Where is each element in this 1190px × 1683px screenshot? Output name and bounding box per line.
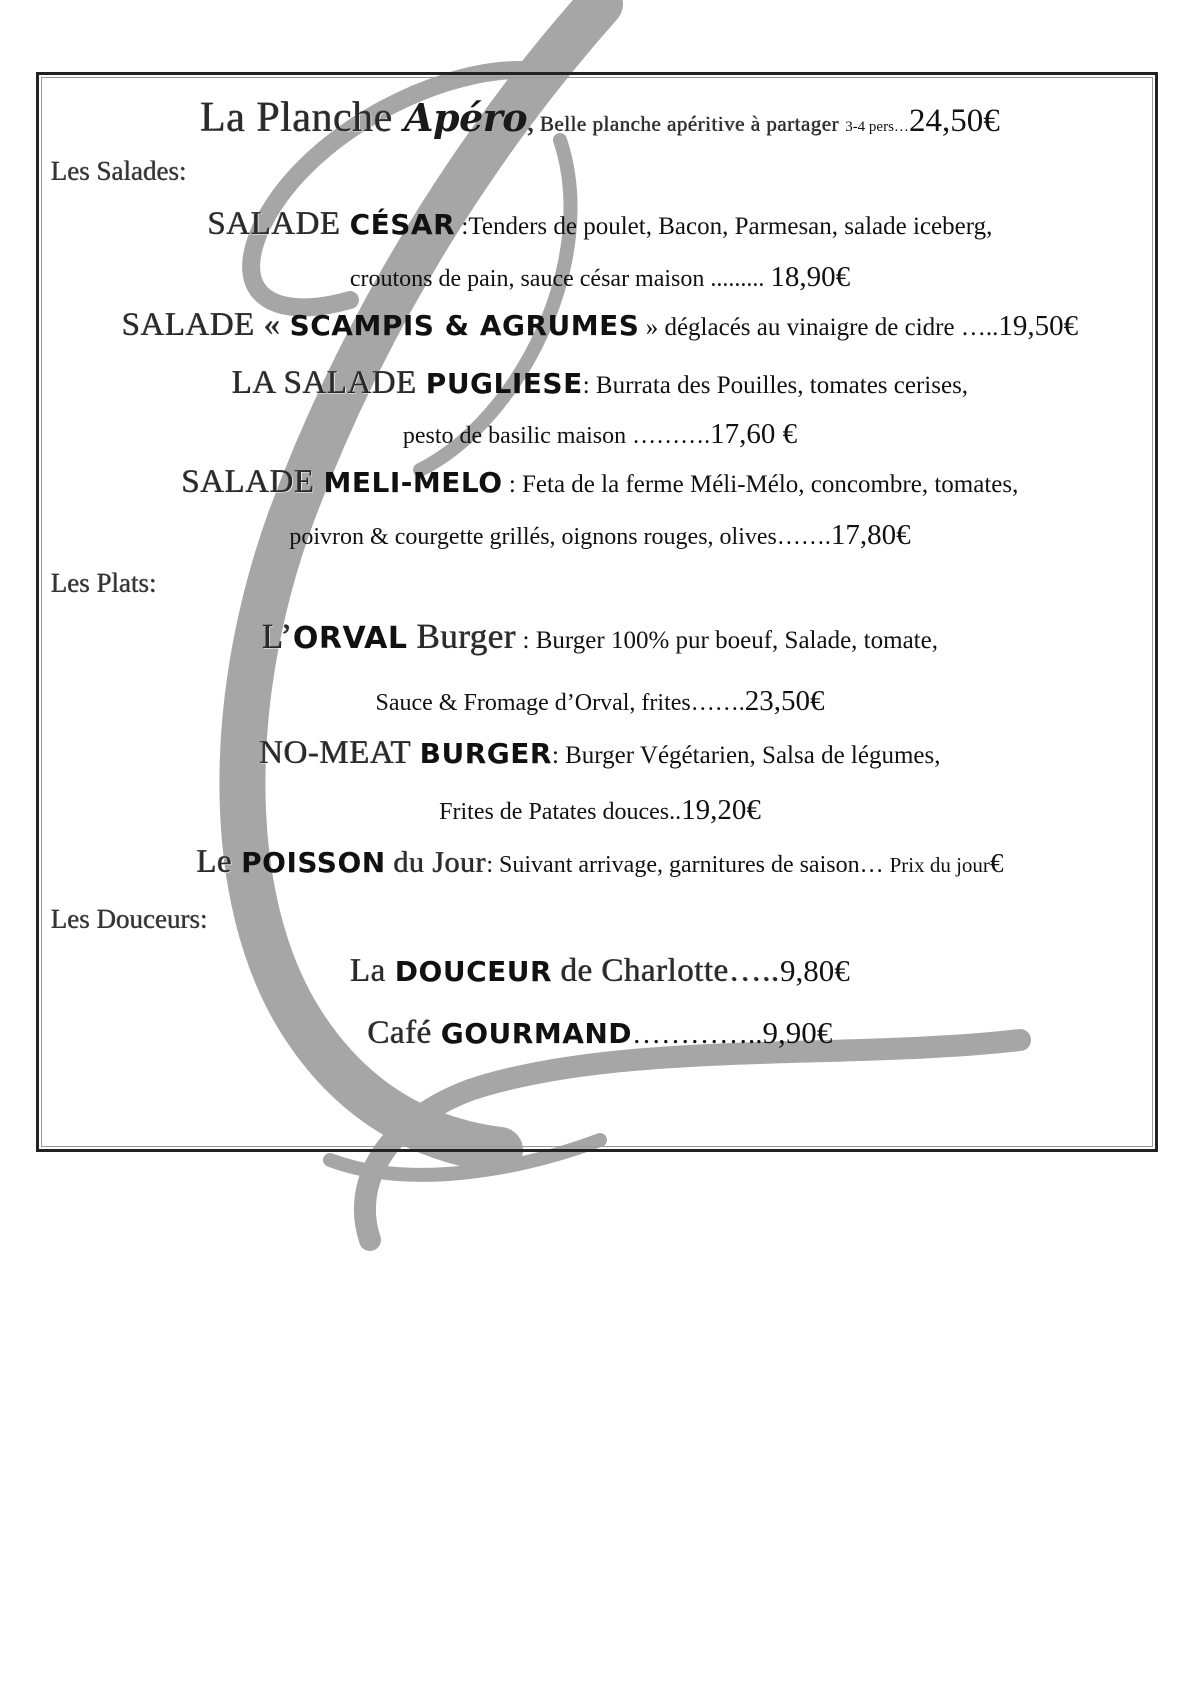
- poisson-line: [39, 846, 1161, 879]
- melimelo-prefix: SALADE: [181, 464, 324, 500]
- cafe-suffix: …………..: [632, 1018, 763, 1050]
- planche-price: 24,50€: [908, 103, 1000, 139]
- planche-name-bold: Apéro: [404, 95, 528, 140]
- cesar-line-1: [39, 208, 1161, 241]
- menu-content: [39, 75, 1161, 1155]
- cesar-prefix: SALADE: [207, 206, 350, 242]
- melimelo-price: 17,80€: [830, 519, 911, 551]
- poisson-prefix: Le: [196, 844, 242, 880]
- orval-line-1: [39, 619, 1161, 654]
- poisson-desc: : Suivant arrivage, garnitures de saison…: [486, 852, 890, 878]
- poisson-small: Prix du jour: [889, 853, 990, 877]
- nomeat-prefix: NO-MEAT: [259, 735, 420, 771]
- cesar-desc-1: :Tenders de poulet, Bacon, Parmesan, salade iceberg,: [455, 213, 993, 240]
- planche-apero-line: [39, 97, 1161, 139]
- melimelo-line-1: [39, 466, 1161, 499]
- pugliese-price: 17,60 €: [710, 418, 798, 450]
- douceur-suffix: de Charlotte…..: [552, 953, 781, 989]
- orval-prefix: L’: [262, 617, 293, 656]
- melimelo-line-2: [39, 521, 1161, 550]
- cesar-line-2: [39, 263, 1161, 292]
- cafe-price: 9,90€: [762, 1015, 833, 1050]
- menu-frame: [36, 72, 1158, 1152]
- douceur-price: 9,80€: [780, 953, 850, 988]
- planche-name: La Planche: [200, 95, 405, 141]
- orval-line-2: [39, 687, 1161, 716]
- section-plats: Les Plats:: [51, 568, 157, 598]
- cafe-line: [39, 1017, 1161, 1050]
- nomeat-line-1: [39, 737, 1161, 770]
- pugliese-line-2: [39, 420, 1161, 449]
- pugliese-prefix: LA SALADE: [231, 365, 426, 401]
- poisson-name: POISSON: [241, 846, 386, 879]
- douceur-line: [39, 955, 1161, 988]
- pugliese-desc-1: : Burrata des Pouilles, tomates cerises,: [582, 372, 969, 399]
- orval-price: 23,50€: [744, 685, 825, 717]
- pugliese-line-1: [39, 367, 1161, 400]
- orval-suffix: Burger: [407, 617, 517, 656]
- douceur-name: DOUCEUR: [394, 955, 553, 988]
- nomeat-desc-2: Frites de Patates douces..: [439, 799, 682, 825]
- melimelo-name: MELI-MELO: [323, 466, 503, 499]
- nomeat-price: 19,20€: [681, 794, 761, 826]
- orval-desc-2: Sauce & Fromage d’Orval, frites…….: [375, 690, 745, 716]
- pugliese-desc-2: pesto de basilic maison ……….: [402, 423, 711, 449]
- scampis-suffix: » déglacés au vinaigre de cidre …..: [639, 314, 999, 341]
- scampis-name: SCAMPIS & AGRUMES: [289, 309, 640, 342]
- planche-comma: ,: [527, 105, 536, 138]
- pugliese-name: PUGLIESE: [425, 367, 583, 400]
- orval-name: ORVAL: [292, 621, 408, 656]
- melimelo-desc-2: poivron & courgette grillés, oignons rouges, olives…….: [289, 524, 831, 550]
- scampis-prefix: SALADE «: [121, 307, 290, 343]
- cafe-name: GOURMAND: [440, 1017, 633, 1050]
- douceur-prefix: La: [350, 953, 395, 989]
- cafe-prefix: Café: [367, 1015, 441, 1051]
- cesar-name: CÉSAR: [349, 208, 456, 241]
- planche-small: 3-4 pers…: [845, 119, 909, 135]
- section-douceurs: Les Douceurs:: [51, 904, 208, 934]
- cesar-price: 18,90€: [770, 261, 851, 293]
- nomeat-desc-1: : Burger Végétarien, Salsa de légumes,: [551, 742, 941, 769]
- section-salades: Les Salades:: [51, 156, 187, 186]
- poisson-price: €: [989, 848, 1004, 878]
- scampis-line: [39, 309, 1161, 342]
- scampis-price: 19,50€: [998, 310, 1079, 342]
- nomeat-line-2: [39, 796, 1161, 825]
- poisson-suffix: du Jour: [385, 846, 487, 879]
- nomeat-name: BURGER: [419, 737, 552, 770]
- melimelo-desc-1: : Feta de la ferme Méli-Mélo, concombre, tomates,: [502, 471, 1019, 498]
- planche-desc: Belle planche apéritive à partager: [540, 112, 846, 136]
- orval-desc-1: : Burger 100% pur boeuf, Salade, tomate,: [516, 627, 938, 654]
- cesar-desc-2: croutons de pain, sauce césar maison .........: [349, 266, 771, 292]
